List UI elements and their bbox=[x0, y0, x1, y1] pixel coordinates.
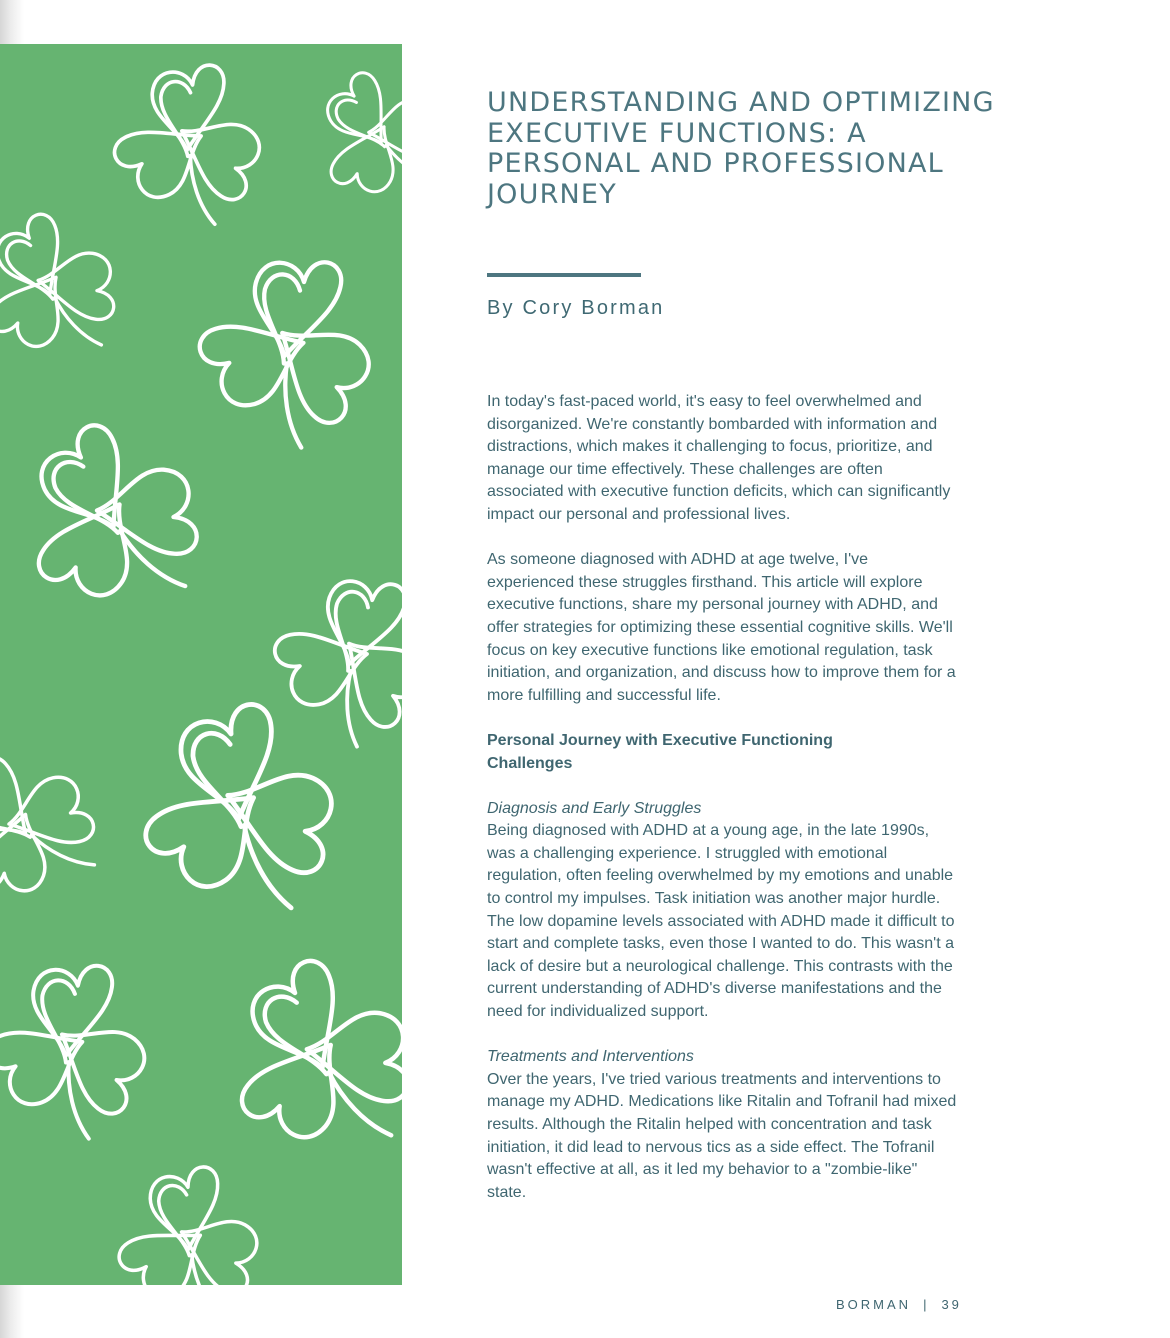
footer-author: BORMAN bbox=[836, 1297, 912, 1312]
page-footer bbox=[836, 1297, 962, 1312]
shamrock-pattern-panel bbox=[0, 44, 402, 1285]
article-title: UNDERSTANDING AND OPTIMIZING EXECUTIVE FUNCTIONS: A PERSONAL AND PROFESSIONAL JOURNEY bbox=[487, 87, 995, 210]
clover-icon bbox=[169, 224, 402, 474]
subsection bbox=[487, 798, 957, 1024]
subsection-title: Diagnosis and Early Struggles bbox=[487, 799, 702, 817]
subsection-title: Treatments and Interventions bbox=[487, 1048, 694, 1066]
clover-icon bbox=[0, 201, 143, 369]
page-number: 39 bbox=[941, 1297, 962, 1312]
clover-icon bbox=[96, 45, 298, 240]
intro-paragraph: In today's fast-paced world, it's easy to feel overwhelmed and disorganized. We're constantly bombarded with information and distractions, which makes it challenging to focus, prioritize, and manage our time effectively. These challenges are often associated with executive function deficits, which can significantly impact our personal and professional lives. bbox=[487, 393, 951, 523]
clover-icon bbox=[0, 399, 237, 628]
subsection-text: Over the years, I've tried various treatments and interventions to manage my ADHD. Medications like Ritalin and Tofranil had mixed results. Although the Ritalin helped with concentration and task initiation, it did lead to nervous tics as a side effect. The Tofranil wasn't effective at all, as it led my behavior to a "zombie-like" state. bbox=[487, 1070, 957, 1201]
article-byline: By Cory Borman bbox=[487, 297, 665, 319]
footer-separator: | bbox=[923, 1297, 930, 1312]
clover-icon bbox=[0, 937, 191, 1160]
clover-icon bbox=[297, 49, 402, 218]
clover-icon bbox=[105, 1154, 289, 1285]
article-body bbox=[487, 391, 957, 1227]
section-heading: Personal Journey with Executive Functioning Challenges bbox=[487, 731, 833, 772]
subsection-text: Being diagnosed with ADHD at a young age, in the late 1990s, was a challenging experience. I struggled with emotional regulation, often feeling overwhelmed by my emotions and unable to control my impulses. Task initiation was another major hurdle. The low dopamine levels associated with ADHD made it difficult to start and complete tasks, even those I wanted to do. This wasn't a lack of desire but a neurological challenge. This contrasts with the current understanding of ADHD's diverse manifestations and the need for individualized support. bbox=[487, 822, 955, 1021]
clover-icon bbox=[0, 717, 134, 927]
subsection bbox=[487, 1046, 957, 1204]
clover-icon bbox=[244, 545, 402, 775]
title-divider bbox=[487, 273, 641, 277]
clover-icon bbox=[132, 696, 367, 920]
body-paragraph: As someone diagnosed with ADHD at age twelve, I've experienced these struggles firsthand. This article will explore executive functions, share my personal journey with ADHD, and offer strategies for optimizing these essential cognitive skills. We'll focus on key executive functions like emotional regulation, task initiation, and organization, and discuss how to improve them for a more fulfilling and successful life. bbox=[487, 551, 956, 704]
shamrock-pattern bbox=[0, 44, 402, 1285]
clover-icon bbox=[212, 943, 402, 1167]
